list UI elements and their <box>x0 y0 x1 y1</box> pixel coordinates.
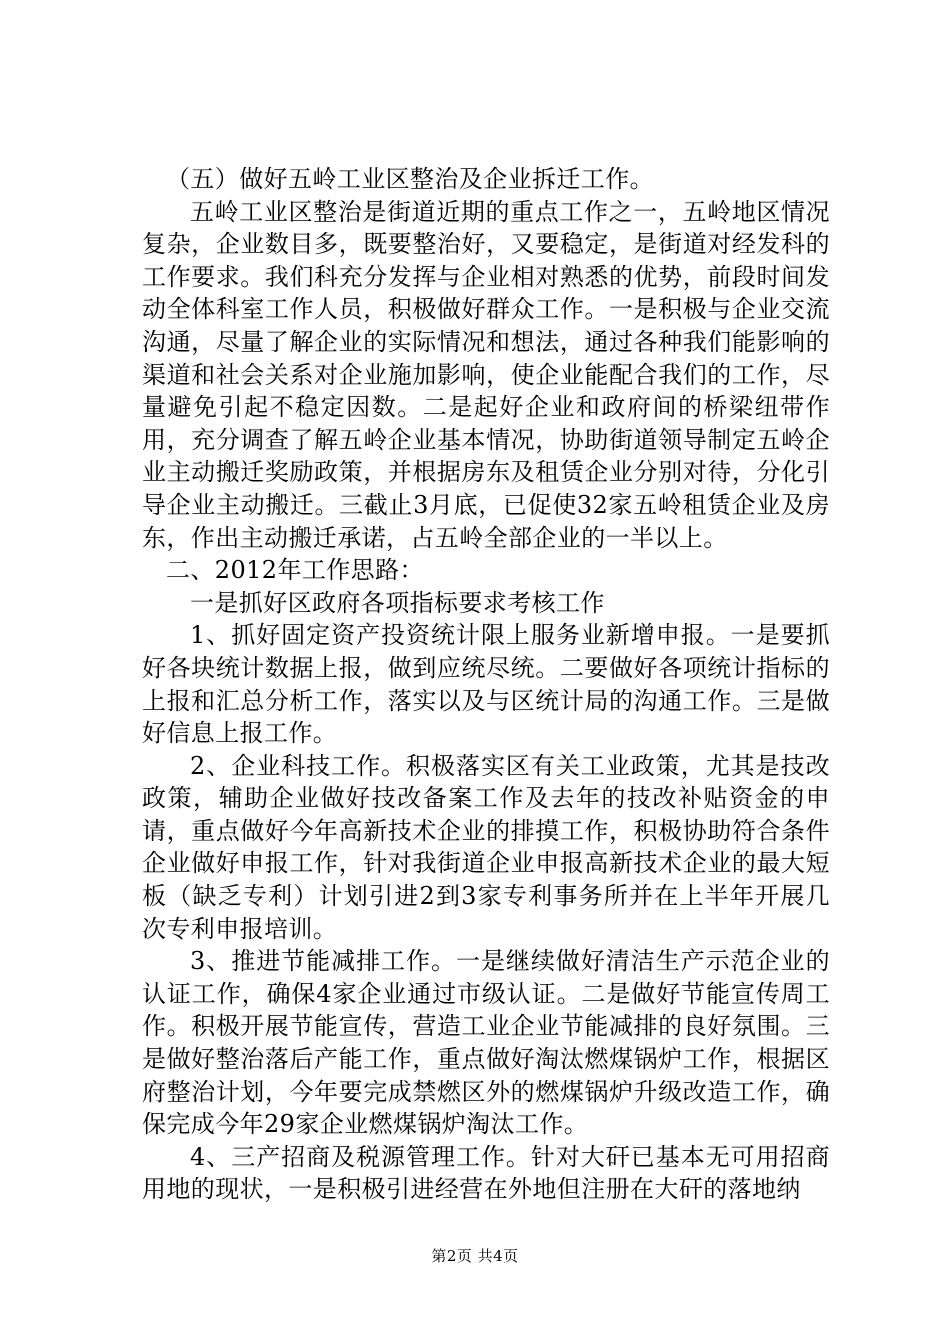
paragraph-item-3: 3、推进节能减排工作。一是继续做好清洁生产示范企业的认证工作，确保4家企业通过市级认证。二是做好节能宣传周工作。积极开展节能宣传，营造工业企业节能减排的良好氛围。三是做好整治落后产能工作，重点做好淘汰燃煤锅炉工作，根据区府整治计划，今年要完成禁燃区外的燃煤锅炉升级改造工作，确保完成今年29家企业燃煤锅炉淘汰工作。 <box>142 947 830 1139</box>
paragraph-item-1: 1、抓好固定资产投资统计限上服务业新增申报。一是要抓好各块统计数据上报，做到应统尽统。二要做好各项统计指标的上报和汇总分析工作，落实以及与区统计局的沟通工作。三是做好信息上报工作。 <box>142 621 830 748</box>
section-heading-5: （五）做好五岭工业区整治及企业拆迁工作。 <box>166 165 654 193</box>
paragraph-item-4: 4、三产招商及税源管理工作。针对大矸已基本无可用招商用地的现状，一是积极引进经营在外地但注册在大矸的落地纳 <box>142 1142 830 1204</box>
subheading-assessment: 一是抓好区政府各项指标要求考核工作 <box>190 588 605 617</box>
document-body <box>142 163 830 1206</box>
paragraph-item-2: 2、企业科技工作。积极落实区有关工业政策，尤其是技改政策，辅助企业做好技改备案工作及去年的技改补贴资金的申请，重点做好今年高新技术企业的排摸工作，积极协助符合条件企业做好申报工作，针对我街道企业申报高新技术企业的最大短板（缺乏专利）计划引进2到3家专利事务所并在上半年开展几次专利申报培训。 <box>142 751 830 943</box>
paragraph-wuling-renovation: 五岭工业区整治是街道近期的重点工作之一，五岭地区情况复杂，企业数目多，既要整治好，又要稳定，是街道对经发科的工作要求。我们科充分发挥与企业相对熟悉的优势，前段时间发动全体科室工作人员，积极做好群众工作。一是积极与企业交流沟通，尽量了解企业的实际情况和想法，通过各种我们能影响的渠道和社会关系对企业施加影响，使企业能配合我们的工作，尽量避免引起不稳定因数。二是起好企业和政府间的桥梁纽带作用，充分调查了解五岭企业基本情况，协助街道领导制定五岭企业主动搬迁奖励政策，并根据房东及租赁企业分别对待，分化引导企业主动搬迁。三截止3月底，已促使32家五岭租赁企业及房东，作出主动搬迁承诺，占五岭全部企业的一半以上。 <box>142 197 830 552</box>
section-heading-2012-plan: 二、2012年工作思路： <box>166 556 424 585</box>
page-number-footer: 第2页 共4页 <box>431 1247 519 1265</box>
